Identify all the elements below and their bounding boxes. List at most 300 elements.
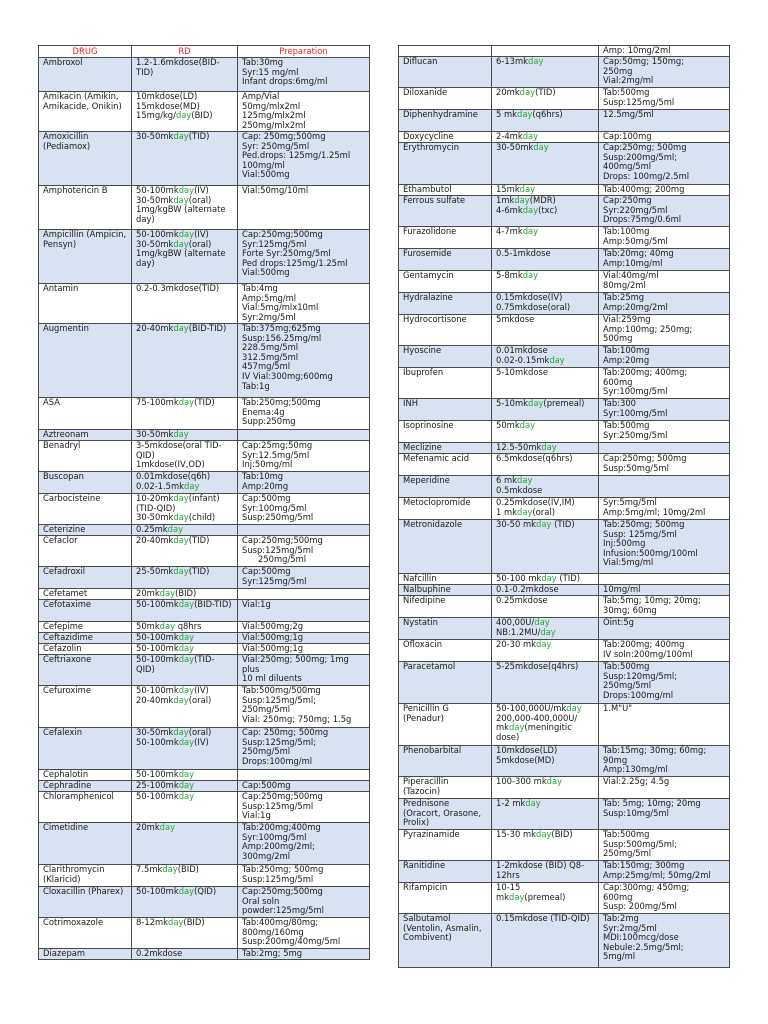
drug-rd: 400,00U/day NB:1.2MU/day: [492, 618, 599, 640]
day-unit: day: [549, 354, 565, 365]
table-row: [39, 622, 370, 633]
drug-preparation: Tab:200mg; 400mg; 600mg Syr:100mg/5ml: [599, 368, 730, 399]
day-unit: day: [178, 229, 195, 239]
drug-preparation: Vial:50mg/10ml: [238, 186, 370, 230]
drug-name: Pyrazinamide: [399, 830, 492, 861]
drug-name: Cefotaxime: [39, 600, 132, 622]
drug-rd: 50-100mkday: [132, 633, 238, 644]
drug-name: Meclizine: [399, 443, 492, 454]
drug-name: Nafcillin: [399, 574, 492, 585]
drug-rd: 5-25mkdose(q4hrs): [492, 662, 599, 704]
drug-preparation: Cap:250mg; 500mg Susp:50mg/5ml: [599, 454, 730, 476]
drug-rd: 50-100mkday(IV) 30-50mkday(oral) 1mg/kgBW (alternate day): [132, 230, 238, 284]
drug-preparation: [599, 574, 730, 585]
drug-name: INH: [399, 399, 492, 421]
day-unit: day: [517, 475, 533, 485]
drug-preparation: Vial:250mg; 500mg; 1mg plus 10 ml diluents: [238, 655, 370, 686]
drug-rd: 10mkdose(LD) 15mkdose(MD) 15mg/kg/day(BID): [132, 92, 238, 132]
drug-name: [399, 46, 492, 57]
drug-preparation: Cap:500mg: [238, 781, 370, 792]
drug-rd: 50mkday q8hrs: [132, 622, 238, 633]
drug-name: Diflucan: [399, 57, 492, 88]
drug-preparation: Tab:500mg Susp:500mg/5ml; 250mg/5ml: [599, 830, 730, 861]
drug-preparation: Tab:500mg Susp:120mg/5ml; 250mg/5ml Drops:100mg/ml: [599, 662, 730, 704]
drug-preparation: Cap:50mg; 150mg; 250mg Vial:2mg/ml: [599, 57, 730, 88]
drug-name: Metronidazole: [399, 520, 492, 574]
drug-name: Cefadroxil: [39, 567, 132, 589]
table-row: [399, 271, 730, 293]
drug-preparation: Amp/Vial 50mg/mlx2ml 125mg/mlx2ml 250mg/mlx2ml: [238, 92, 370, 132]
day-unit: day: [173, 535, 189, 545]
day-unit: day: [536, 639, 552, 649]
drug-rd: 50-100mkday(TID-QID): [132, 655, 238, 686]
table-row: [399, 132, 730, 143]
drug-preparation: Tab:400mg/80mg; 800mg/160mg Susp:200mg/40mg/5ml: [238, 918, 370, 949]
drug-name: Salbutamol (Ventolin, Asmalin, Combivent): [399, 914, 492, 968]
day-unit: day: [167, 524, 184, 534]
day-unit: day: [540, 626, 556, 637]
table-row: [39, 655, 370, 686]
day-unit: day: [519, 184, 536, 194]
table-row: [39, 686, 370, 728]
day-unit: day: [178, 185, 195, 195]
drug-name: Rifampicin: [399, 883, 492, 914]
drug-preparation: Tab:500mg Syr:250mg/5ml: [599, 421, 730, 443]
table-row: [39, 441, 370, 472]
drug-rd: 5 mkday(q6hrs): [492, 110, 599, 132]
day-unit: day: [178, 780, 195, 790]
drug-preparation: 12.5mg/5ml: [599, 110, 730, 132]
table-row: [39, 494, 370, 525]
day-unit: day: [536, 829, 552, 839]
table-row: [399, 454, 730, 476]
day-unit: day: [178, 685, 195, 695]
drug-preparation: [599, 443, 730, 454]
table-row: [399, 746, 730, 777]
table-row: [399, 196, 730, 227]
day-unit: day: [534, 617, 550, 627]
drug-preparation: Tab:150mg; 300mg Amp:25mg/ml; 50mg/2ml: [599, 861, 730, 883]
drug-rd: 4-7mkday: [492, 227, 599, 249]
day-unit: day: [178, 397, 195, 407]
table-row: [399, 346, 730, 368]
drug-rd: 1.2-1.6mkdose(BID-TID): [132, 58, 238, 92]
drug-preparation: Cap:500mg Syr:125mg/5ml: [238, 567, 370, 589]
drug-rd: 0.25mkday: [132, 525, 238, 536]
drug-rd: 50-100mkday: [132, 792, 238, 823]
drug-preparation: Tab: 5mg; 10mg; 20mg Susp:10mg/5ml: [599, 799, 730, 830]
table-row: [399, 883, 730, 914]
drug-preparation: [238, 770, 370, 781]
drug-preparation: Tab:30mg Syr:15 mg/ml Infant drops:6mg/ml: [238, 58, 370, 92]
table-row: [399, 421, 730, 443]
table-row: [399, 618, 730, 640]
table-row: [39, 918, 370, 949]
drug-name: Buscopan: [39, 472, 132, 494]
day-unit: day: [178, 632, 195, 642]
drug-name: Paracetamol: [399, 662, 492, 704]
day-unit: day: [566, 703, 582, 713]
day-unit: day: [522, 226, 539, 236]
drug-name: Nifedipine: [399, 596, 492, 618]
drug-preparation: Cap:250mg Syr:220mg/5ml Drops:75mg/0.6ml: [599, 196, 730, 227]
drug-name: Antamin: [39, 284, 132, 324]
day-unit: day: [519, 87, 536, 97]
table-row: [399, 399, 730, 421]
table-row: [399, 315, 730, 346]
drug-name: Meperidine: [399, 476, 492, 498]
table-row: [399, 57, 730, 88]
table-row: [399, 443, 730, 454]
drug-rd: 50-100 mkday (TID): [492, 574, 599, 585]
drug-rd: 15-30 mkday(BID): [492, 830, 599, 861]
table-row: [399, 777, 730, 799]
drug-preparation: Vial:40mg/ml 80mg/2ml: [599, 271, 730, 293]
drug-rd: 25-50mkday(TID): [132, 567, 238, 589]
day-unit: day: [178, 643, 195, 653]
table-row: [399, 476, 730, 498]
drug-name: Metoclopromide: [399, 498, 492, 520]
table-row: [399, 640, 730, 662]
table-row: [399, 110, 730, 132]
day-unit: day: [528, 398, 544, 408]
table-row: [399, 293, 730, 315]
drug-name: Erythromycin: [399, 143, 492, 185]
drug-rd: 50-100mkday: [132, 644, 238, 655]
drug-rd: 0.15mkdose (TID-QID): [492, 914, 599, 968]
drug-preparation: Tab:300 Syr:100mg/5ml: [599, 399, 730, 421]
day-unit: day: [522, 270, 539, 280]
table-row: [399, 830, 730, 861]
drug-rd: 30-50mkday(oral) 50-100mkday(IV): [132, 728, 238, 770]
drug-name: Carbocisteine: [39, 494, 132, 525]
table-row: [39, 781, 370, 792]
drug-rd: 12.5-50mkday: [492, 443, 599, 454]
table-row: [399, 861, 730, 883]
drug-name: Doxycycline: [399, 132, 492, 143]
drug-preparation: Tab:2mg Syr:2mg/5ml MDI:100mcg/dose Nebule:2.5mg/5ml; 5mg/ml: [599, 914, 730, 968]
drug-name: Aztreonam: [39, 430, 132, 441]
drug-name: Cimetidine: [39, 823, 132, 865]
drug-name: Clarithromycin (Klaricid): [39, 865, 132, 887]
drug-preparation: Vial:500mg;2g: [238, 622, 370, 633]
drug-name: Cloxacillin (Pharex): [39, 887, 132, 918]
drug-name: Cefaclor: [39, 536, 132, 567]
drug-preparation: Cap:250mg;500mg Susp:125mg/5ml Vial:1g: [238, 792, 370, 823]
table-row: [39, 644, 370, 655]
day-unit: day: [173, 429, 189, 439]
drug-rd: 50-100mkday: [132, 770, 238, 781]
drug-rd: 0.01mkdose 0.02-0.15mkday: [492, 346, 599, 368]
drug-rd: 30-50mkday: [132, 430, 238, 441]
drug-preparation: Tab:375mg;625mg Susp:156.25mg/ml 228.5mg/5ml 312.5mg/5ml 457mg/5ml IV Vial:300mg;600mg Tab:1g: [238, 324, 370, 398]
drug-preparation: Vial:500mg;1g: [238, 644, 370, 655]
table-row: [399, 574, 730, 585]
drug-rd: 75-100mkday(TID): [132, 398, 238, 430]
drug-name: ASA: [39, 398, 132, 430]
drug-preparation: Vial:259mg Amp:100mg; 250mg; 500mg: [599, 315, 730, 346]
drug-preparation: Syr:5mg/5ml Amp:5mg/ml; 10mg/2ml: [599, 498, 730, 520]
drug-name: Mefenamic acid: [399, 454, 492, 476]
drug-rd: 5-10mkday(premeal): [492, 399, 599, 421]
drug-name: Diazepam: [39, 949, 132, 960]
drug-name: Cephradine: [39, 781, 132, 792]
table-row: [39, 949, 370, 960]
drug-rd: 0.2-0.3mkdose(TID): [132, 284, 238, 324]
drug-rd: 50mkday: [492, 421, 599, 443]
drug-preparation: Tab:4mg Amp:5mg/ml Vial:5mg/mlx10ml Syr:2mg/5ml: [238, 284, 370, 324]
table-row: [399, 143, 730, 185]
day-unit: day: [522, 131, 539, 141]
drug-preparation: 1.M"U": [599, 704, 730, 746]
drug-rd: 20mkday(BID): [132, 589, 238, 600]
drug-name: Diphenhydramine: [399, 110, 492, 132]
table-row: [39, 398, 370, 430]
day-unit: day: [173, 566, 189, 576]
table-row: [399, 185, 730, 196]
table-row: [39, 58, 370, 92]
drug-rd: 100-300 mkday: [492, 777, 599, 799]
drug-preparation: Tab:200mg; 400mg IV soln:200mg/100ml: [599, 640, 730, 662]
drug-name: Cefalexin: [39, 728, 132, 770]
header-preparation: Preparation: [238, 46, 370, 58]
drug-rd: 30-50mkday: [492, 143, 599, 185]
drug-preparation: Tab:15mg; 30mg; 60mg; 90mg Amp:130mg/ml: [599, 746, 730, 777]
day-unit: day: [528, 56, 544, 66]
table-row: [39, 589, 370, 600]
drug-name: Cefetamet: [39, 589, 132, 600]
day-unit: day: [184, 480, 200, 491]
drug-name: Amoxicillin (Pediamox): [39, 132, 132, 186]
drug-name: Furosemide: [399, 249, 492, 271]
drug-rd: 2-4mkday: [492, 132, 599, 143]
drug-rd: 0.2mkdose: [132, 949, 238, 960]
drug-rd: 5-10mkdose: [492, 368, 599, 399]
drug-rd: 1mkday(MDR) 4-6mkday(txc): [492, 196, 599, 227]
drug-name: Piperacillin (Tazocin): [399, 777, 492, 799]
drug-rd: 5-8mkday: [492, 271, 599, 293]
drug-preparation: [238, 589, 370, 600]
drug-rd: 0.5-1mkdose: [492, 249, 599, 271]
table-row: [39, 525, 370, 536]
table-row: [39, 186, 370, 230]
table-row: [399, 585, 730, 596]
drug-preparation: Tab:500mg/500mg Susp:125mg/5ml; 250mg/5ml Vial: 250mg; 750mg; 1.5g: [238, 686, 370, 728]
drug-preparation: Cap: 250mg;500mg Syr: 250mg/5ml Ped.drops: 125mg/1.25ml 100mg/ml Vial:500mg: [238, 132, 370, 186]
drug-name: Amikacin (Amikin, Amikacide, Onikin): [39, 92, 132, 132]
table-row: [399, 88, 730, 110]
drug-rd: 0.25mkdose: [492, 596, 599, 618]
drug-rd: 0.25mkdose(IV,IM) 1 mkday(oral): [492, 498, 599, 520]
day-unit: day: [509, 891, 525, 902]
table-row: [399, 596, 730, 618]
table-row: [39, 792, 370, 823]
drug-rd: 15mkday: [492, 185, 599, 196]
drug-preparation: [238, 525, 370, 536]
table-row: [39, 887, 370, 918]
table-row: [399, 368, 730, 399]
day-unit: day: [546, 776, 563, 786]
drug-name: Chloramphenicol: [39, 792, 132, 823]
drug-rd: 20mkday(TID): [492, 88, 599, 110]
table-row: [39, 92, 370, 132]
drug-rd: 7.5mkday(BID): [132, 865, 238, 887]
drug-rd: 6.5mkdose(q6hrs): [492, 454, 599, 476]
table-row: [39, 324, 370, 398]
day-unit: day: [159, 621, 176, 631]
table-row: [39, 728, 370, 770]
drug-preparation: Vial:500mg;1g: [238, 633, 370, 644]
drug-name: Nystatin: [399, 618, 492, 640]
day-unit: day: [533, 142, 549, 152]
drug-name: Ceterizine: [39, 525, 132, 536]
drug-name: Hydrocortisone: [399, 315, 492, 346]
day-unit: day: [517, 506, 533, 517]
drug-rd: 10-15 mkday(premeal): [492, 883, 599, 914]
table-row: [399, 46, 730, 57]
day-unit: day: [162, 864, 178, 874]
drug-rd: 20-40mkday(TID): [132, 536, 238, 567]
drug-preparation: Tab:2mg; 5mg: [238, 949, 370, 960]
drug-rd: 50-100mkday(IV) 30-50mkday(oral) 1mg/kgBW (alternate day): [132, 186, 238, 230]
drug-name: Ceftazidime: [39, 633, 132, 644]
drug-preparation: Tab:10mg Amp:20mg: [238, 472, 370, 494]
drug-preparation: Cap: 250mg; 500mg Susp:125mg/5ml; 250mg/5ml Drops:100mg/ml: [238, 728, 370, 770]
day-unit: day: [173, 131, 189, 141]
drug-name: Benadryl: [39, 441, 132, 472]
drug-name: Amphotericin B: [39, 186, 132, 230]
drug-name: Phenobarbital: [399, 746, 492, 777]
drug-name: Ceftriaxone: [39, 655, 132, 686]
table-row: [399, 704, 730, 746]
drug-table-left: [38, 45, 370, 960]
drug-preparation: Vial:1g: [238, 600, 370, 622]
drug-table-left-body: [39, 58, 370, 960]
drug-rd: [492, 46, 599, 57]
drug-name: Ranitidine: [399, 861, 492, 883]
header-rd: RD: [132, 46, 238, 58]
drug-preparation: Tab:25mg Amp:20mg/2ml: [599, 293, 730, 315]
drug-rd: 50-100mkday(IV) 20-40mkday(oral): [132, 686, 238, 728]
table-row: [39, 600, 370, 622]
drug-name: Furazolidone: [399, 227, 492, 249]
drug-name: Hyoscine: [399, 346, 492, 368]
day-unit: day: [173, 194, 189, 205]
drug-name: Augmentin: [39, 324, 132, 398]
drug-preparation: [599, 476, 730, 498]
drug-name: Hydralazine: [399, 293, 492, 315]
table-row: [39, 132, 370, 186]
table-row: [399, 227, 730, 249]
drug-rd: 1-2mkdose (BID) Q8-12hrs: [492, 861, 599, 883]
day-unit: day: [173, 512, 189, 523]
drug-preparation: Tab:250mg;500mg Enema:4g Supp:250mg: [238, 398, 370, 430]
day-unit: day: [541, 573, 557, 583]
drug-name: Ferrous sulfate: [399, 196, 492, 227]
drug-name: Ibuprofen: [399, 368, 492, 399]
day-unit: day: [519, 420, 536, 430]
drug-rd: 50-100mkday(BID-TID): [132, 600, 238, 622]
day-unit: day: [178, 769, 195, 779]
drug-preparation: Tab:500mg Susp:125mg/5ml: [599, 88, 730, 110]
drug-table-right-body: [399, 46, 730, 968]
drug-rd: 50-100,000U/mkday 200,000-400,000U/ mkday(meningitic dose): [492, 704, 599, 746]
table-row: [399, 799, 730, 830]
drug-rd: 6-13mkday: [492, 57, 599, 88]
drug-preparation: Tab:100mg Amp:20mg: [599, 346, 730, 368]
drug-rd: 3-5mkdose(oral TID-QID) 1mkdose(IV,OD): [132, 441, 238, 472]
drug-preparation: Cap:100mg: [599, 132, 730, 143]
drug-preparation: Tab:20mg; 40mg Amp:10mg/ml: [599, 249, 730, 271]
drug-rd: 0.1-0.2mkdose: [492, 585, 599, 596]
day-unit: day: [168, 917, 184, 927]
drug-name: Penicillin G (Penadur): [399, 704, 492, 746]
drug-preparation: Tab:250mg; 500mg Susp: 125mg/5ml Inj:500mg Infusion:500mg/100ml Vial:5mg/ml: [599, 520, 730, 574]
drug-rd: 10-20mkday(infant) (TID-QID) 30-50mkday(child): [132, 494, 238, 525]
day-unit: day: [173, 493, 189, 503]
drug-preparation: Cap:500mg Syr:100mg/5ml Susp:250mg/5ml: [238, 494, 370, 525]
day-unit: day: [178, 599, 195, 609]
drug-name: Diloxanide: [399, 88, 492, 110]
table-row: [39, 567, 370, 589]
drug-rd: 0.01mkdose(q6h) 0.02-1.5mkday: [132, 472, 238, 494]
drug-preparation: Cap:25mg;50mg Syr:12.5mg/5ml Inj:50mg/ml: [238, 441, 370, 472]
header-drug: DRUG: [39, 46, 132, 58]
drug-preparation: Cap:300mg; 450mg; 600mg Susp: 200mg/5ml: [599, 883, 730, 914]
drug-name: Cefepime: [39, 622, 132, 633]
table-row: [39, 865, 370, 887]
day-unit: day: [536, 519, 552, 529]
drug-preparation: Oint:5g: [599, 618, 730, 640]
drug-name: Ambroxol: [39, 58, 132, 92]
drug-name: Nalbuphine: [399, 585, 492, 596]
drug-preparation: [238, 430, 370, 441]
drug-rd: 20-40mkday(BID-TID): [132, 324, 238, 398]
drug-preparation: Tab:250mg; 500mg Susp:125mg/5ml: [238, 865, 370, 887]
table-row: [399, 498, 730, 520]
day-unit: day: [178, 886, 195, 896]
day-unit: day: [541, 442, 557, 452]
drug-preparation: Cap:250mg;500mg Susp:125mg/5ml 250mg/5ml: [238, 536, 370, 567]
drug-name: Prednisone (Oracort, Orasone, Prolix): [399, 799, 492, 830]
drug-name: Cefuroxime: [39, 686, 132, 728]
drug-preparation: Cap:250mg;500mg Oral soln powder:125mg/5ml: [238, 887, 370, 918]
day-unit: day: [178, 654, 195, 664]
drug-rd: 5mkdose: [492, 315, 599, 346]
drug-name: Ofloxacin: [399, 640, 492, 662]
drug-preparation: 10mg/ml: [599, 585, 730, 596]
day-unit: day: [517, 109, 533, 119]
table-row: [399, 662, 730, 704]
day-unit: day: [173, 323, 189, 333]
drug-preparation: Cap:250mg;500mg Syr:125mg/5ml Forte Syr:250mg/5ml Ped drops:125mg/1.25ml Vial:500mg: [238, 230, 370, 284]
drug-name: Ethambutol: [399, 185, 492, 196]
day-unit: day: [178, 736, 195, 747]
day-unit: day: [159, 588, 176, 598]
table-row: [39, 430, 370, 441]
drug-rd: 30-50mkday(TID): [132, 132, 238, 186]
drug-rd: 30-50 mkday (TID): [492, 520, 599, 574]
table-row: [399, 520, 730, 574]
drug-rd: 20-30 mkday: [492, 640, 599, 662]
drug-rd: 0.15mkdose(IV) 0.75mkdose(oral): [492, 293, 599, 315]
day-unit: day: [175, 110, 192, 121]
drug-name: Gentamycin: [399, 271, 492, 293]
day-unit: day: [173, 694, 189, 705]
drug-preparation: Tab:100mg Amp:50mg/5ml: [599, 227, 730, 249]
table-row: [39, 633, 370, 644]
drug-preparation: Tab:200mg;400mg Syr:100mg/5ml Amp:200mg/2ml; 300mg/2ml: [238, 823, 370, 865]
